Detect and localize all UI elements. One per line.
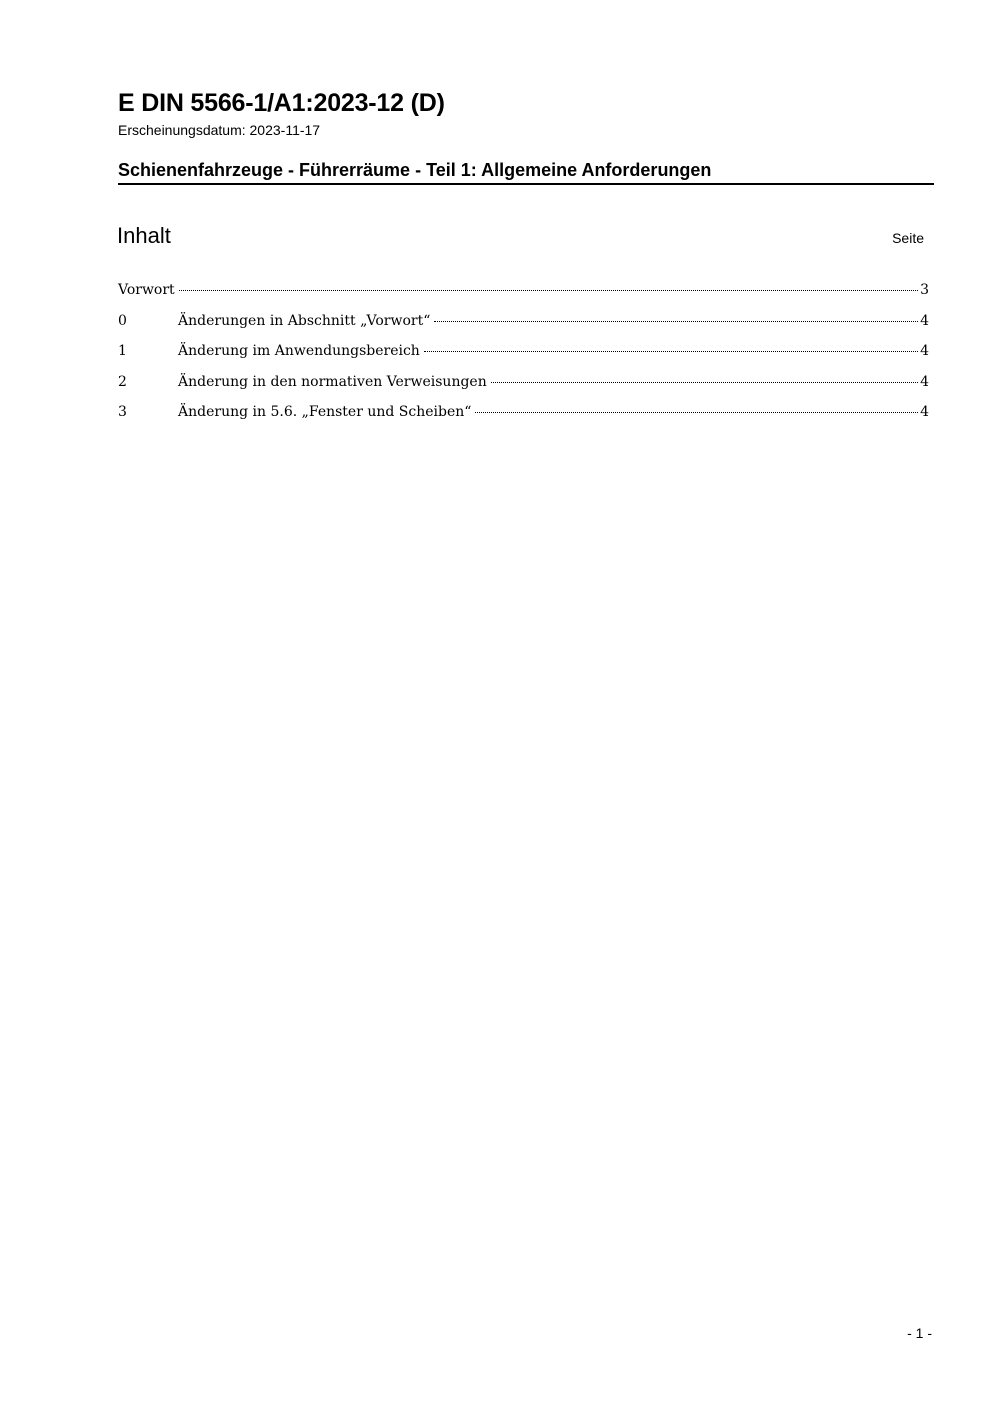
toc-entry-page[interactable]: 4: [920, 312, 929, 329]
toc-heading: Inhalt: [117, 223, 171, 248]
document-title: Schienenfahrzeuge - Führerräume - Teil 1: Allgemeine Anforderungen: [118, 158, 934, 185]
toc-entry-vorwort[interactable]: [118, 280, 929, 311]
toc-entry-page[interactable]: 4: [920, 343, 929, 359]
publication-date: Erscheinungsdatum: 2023-11-17: [118, 122, 321, 138]
toc-leader-dots: [491, 382, 918, 383]
toc-entry-number: 0: [118, 312, 127, 329]
toc-entry-label[interactable]: Änderung in den normativen Verweisungen: [178, 373, 487, 390]
toc-entry-1[interactable]: [118, 341, 929, 372]
toc-entry-page[interactable]: 4: [920, 373, 929, 390]
toc-entry-page[interactable]: 3: [920, 282, 929, 298]
toc-entry-0[interactable]: [118, 311, 929, 342]
toc-entry-2[interactable]: [118, 372, 929, 403]
document-id: E DIN 5566-1/A1:2023-12 (D): [118, 89, 445, 117]
toc-page-label: Seite: [892, 230, 924, 246]
toc-entry-number: 2: [118, 373, 127, 390]
toc-entry-label[interactable]: Vorwort: [118, 282, 175, 298]
toc-entry-number: 3: [118, 404, 127, 420]
toc-leader-dots: [179, 290, 918, 291]
table-of-contents: [118, 280, 929, 433]
toc-entry-number: 1: [118, 343, 127, 359]
toc-leader-dots: [434, 321, 918, 322]
toc-entry-label[interactable]: Änderungen in Abschnitt „Vorwort“: [178, 312, 431, 329]
page-number: - 1 -: [907, 1325, 932, 1341]
toc-entry-page[interactable]: 4: [920, 404, 929, 420]
toc-leader-dots: [475, 412, 918, 413]
toc-leader-dots: [424, 351, 918, 352]
toc-entry-3[interactable]: [118, 402, 929, 433]
toc-entry-label[interactable]: Änderung im Anwendungsbereich: [178, 343, 420, 359]
toc-entry-label[interactable]: Änderung in 5.6. „Fenster und Scheiben“: [178, 404, 472, 420]
